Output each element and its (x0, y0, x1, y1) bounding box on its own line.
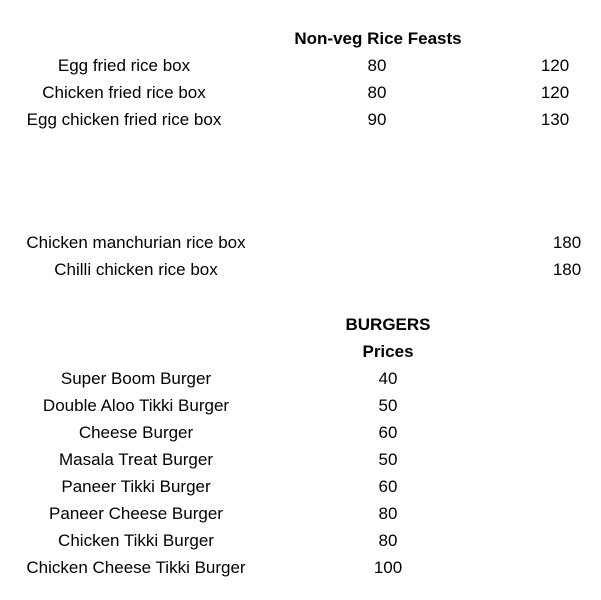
table-row (0, 233, 601, 253)
item-price: 90 (367, 110, 387, 129)
item-price: 80 (378, 531, 398, 550)
item-price: 100 (373, 558, 403, 577)
table-row (0, 558, 601, 578)
item-name: Double Aloo Tikki Burger (42, 396, 230, 415)
item-price-large: 130 (540, 110, 570, 129)
item-price: 50 (378, 450, 398, 469)
item-name: Chicken manchurian rice box (26, 233, 246, 252)
table-row (0, 369, 601, 389)
item-price: 50 (378, 396, 398, 415)
item-price: 60 (378, 477, 398, 496)
item-price-large: 120 (540, 83, 570, 102)
nonveg-heading: Non-veg Rice Feasts (294, 29, 462, 48)
item-name: Cheese Burger (78, 423, 194, 442)
item-name: Chicken Tikki Burger (58, 531, 214, 550)
item-name: Egg chicken fried rice box (26, 110, 222, 129)
table-row (0, 260, 601, 280)
item-name: Chilli chicken rice box (54, 260, 218, 279)
item-price: 180 (552, 260, 582, 279)
table-row (0, 396, 601, 416)
item-name: Paneer Cheese Burger (49, 504, 223, 523)
item-price: 180 (552, 233, 582, 252)
burgers-prices-heading: Prices (362, 342, 414, 361)
item-price: 80 (367, 56, 387, 75)
burgers-heading: BURGERS (345, 315, 431, 334)
item-price: 80 (378, 504, 398, 523)
table-row (0, 450, 601, 470)
item-price-large: 120 (540, 56, 570, 75)
table-row (0, 423, 601, 443)
item-price: 60 (378, 423, 398, 442)
item-name: Super Boom Burger (60, 369, 212, 388)
table-row (0, 504, 601, 524)
item-name: Paneer Tikki Burger (61, 477, 211, 496)
item-name: Egg fried rice box (57, 56, 191, 75)
table-row (0, 477, 601, 497)
table-row (0, 56, 601, 76)
table-row (0, 110, 601, 130)
item-name: Chicken Cheese Tikki Burger (26, 558, 246, 577)
table-row (0, 531, 601, 551)
item-price: 40 (378, 369, 398, 388)
table-row (0, 83, 601, 103)
item-name: Chicken fried rice box (42, 83, 206, 102)
item-name: Masala Treat Burger (58, 450, 214, 469)
item-price: 80 (367, 83, 387, 102)
